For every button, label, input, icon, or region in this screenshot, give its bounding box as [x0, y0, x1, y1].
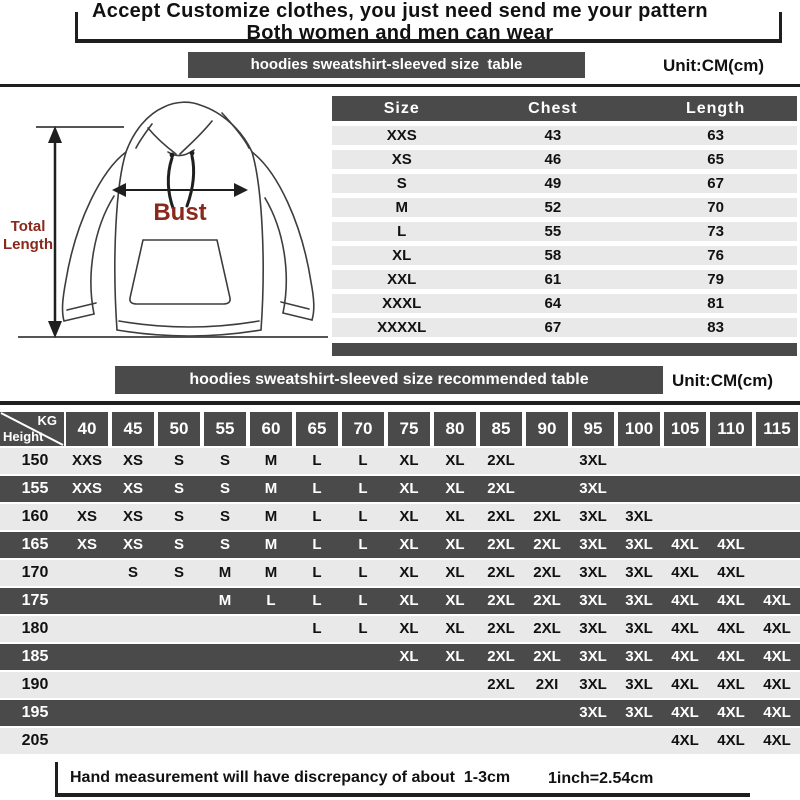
size-table-cell: 67	[544, 319, 562, 336]
size-table-cell: 43	[544, 127, 562, 144]
recommended-size-cell: 2XL	[533, 592, 561, 609]
size-table-cell: 83	[707, 319, 724, 336]
weight-header-cell: 55	[204, 412, 246, 446]
size-table-row	[332, 198, 797, 217]
recommended-size-cell: M	[218, 564, 232, 581]
recommended-size-cell: 3XL	[579, 648, 607, 665]
size-table-cell: 65	[707, 151, 724, 168]
recommended-size-cell: 3XL	[579, 452, 607, 469]
bust-arrow-icon	[112, 183, 248, 197]
recommended-size-cell: S	[219, 508, 230, 525]
recommended-size-cell: S	[173, 508, 184, 525]
page-title-line1: Accept Customize clothes, you just need send me your pattern	[92, 0, 708, 22]
recommended-size-cell: 4XL	[671, 620, 699, 637]
recommended-size-cell	[156, 700, 202, 726]
recommended-size-cell: XS	[76, 508, 97, 525]
footer-border-horizontal	[55, 793, 750, 797]
recommended-size-cell	[110, 728, 156, 754]
recommended-size-cell	[478, 728, 524, 754]
recommended-size-cell: 3XL	[579, 592, 607, 609]
recommended-size-cell: M	[264, 480, 278, 497]
size-table-col-size: Size	[383, 100, 420, 117]
size-table-cell: 61	[544, 271, 562, 288]
recommended-size-cell	[616, 448, 662, 474]
unit-label-2: Unit:CM(cm)	[672, 371, 774, 390]
recommended-size-cell: L	[312, 536, 322, 553]
recommended-size-cell: S	[173, 480, 184, 497]
recommended-size-cell: S	[219, 452, 230, 469]
recommended-size-cell: S	[173, 452, 184, 469]
recommended-size-cell: XL	[445, 648, 465, 665]
height-cell: 165	[21, 536, 49, 553]
recommended-size-cell	[432, 700, 478, 726]
size-table-cell: 46	[544, 151, 562, 168]
recommended-size-cell	[202, 728, 248, 754]
recommended-size-cell: S	[219, 536, 230, 553]
recommended-size-cell: XS	[122, 536, 143, 553]
recommended-size-cell	[524, 476, 570, 502]
recommended-size-cell: 4XL	[717, 620, 745, 637]
recommended-size-cell: 4XL	[763, 732, 791, 749]
size-table-cell: L	[397, 223, 407, 240]
height-cell: 185	[21, 648, 49, 665]
size-table-cell: 63	[707, 127, 724, 144]
recommended-size-cell: 3XL	[625, 648, 653, 665]
recommended-size-cell: 3XL	[625, 592, 653, 609]
height-cell: 175	[21, 592, 49, 609]
recommended-size-cell: 4XL	[717, 536, 745, 553]
size-table-footer-bar	[332, 343, 797, 356]
weight-header-cell: 40	[66, 412, 108, 446]
recommended-size-cell	[248, 644, 294, 670]
recommended-size-cell: 4XL	[763, 592, 791, 609]
size-table-row	[332, 150, 797, 169]
size-table-cell: M	[395, 199, 408, 216]
recommended-size-cell	[386, 672, 432, 698]
recommended-size-cell: XL	[399, 592, 419, 609]
recommended-size-cell: 3XL	[579, 564, 607, 581]
recommended-size-cell: XL	[445, 452, 465, 469]
recommended-size-cell: M	[264, 508, 278, 525]
recommended-size-cell: XL	[399, 564, 419, 581]
size-table-banner: hoodies sweatshirt-sleeved size table	[188, 52, 585, 78]
recommended-size-cell: 4XL	[717, 676, 745, 693]
matrix-row	[0, 448, 800, 474]
kg-label: KG	[37, 413, 57, 428]
size-table-row	[332, 126, 797, 145]
recommended-size-cell	[754, 532, 800, 558]
recommended-size-cell: L	[358, 620, 368, 637]
recommended-size-cell	[294, 672, 340, 698]
recommended-size-cell	[294, 728, 340, 754]
recommended-size-cell: 4XL	[717, 592, 745, 609]
recommended-size-cell: L	[312, 564, 322, 581]
recommended-size-cell: XL	[399, 508, 419, 525]
recommended-size-cell	[156, 672, 202, 698]
size-table-cell: 49	[544, 175, 562, 192]
matrix-header-row	[0, 412, 800, 446]
unit-label-1: Unit:CM(cm)	[663, 56, 765, 75]
recommended-size-cell	[340, 644, 386, 670]
recommended-size-cell: M	[264, 564, 278, 581]
recommended-size-cell: 2XL	[487, 452, 515, 469]
weight-header-cell: 100	[618, 412, 660, 446]
recommended-size-cell: 3XL	[579, 704, 607, 721]
recommended-size-cell: 4XL	[717, 704, 745, 721]
recommended-size-cell: XL	[399, 536, 419, 553]
recommended-size-cell: L	[312, 452, 322, 469]
recommended-size-cell	[708, 504, 754, 530]
height-label: Height	[3, 429, 44, 444]
recommended-size-cell: 4XL	[763, 620, 791, 637]
recommended-size-cell	[478, 700, 524, 726]
size-table-row	[332, 318, 797, 337]
height-cell: 155	[21, 480, 49, 497]
recommended-size-cell: 3XL	[625, 620, 653, 637]
total-length-arrow-icon	[48, 126, 62, 338]
size-table-cell: 64	[544, 295, 562, 312]
recommended-size-cell: 2XL	[487, 620, 515, 637]
recommended-size-cell	[202, 672, 248, 698]
recommended-size-cell	[432, 728, 478, 754]
recommended-size-cell	[662, 504, 708, 530]
eyelet-left	[170, 153, 175, 158]
recommended-size-cell	[156, 616, 202, 642]
recommended-size-cell	[248, 700, 294, 726]
recommended-size-cell: M	[264, 452, 278, 469]
total-length-label-line2: Length	[3, 236, 53, 253]
eyelet-right	[190, 151, 195, 156]
recommended-size-cell	[432, 672, 478, 698]
recommended-size-cell: XS	[122, 508, 143, 525]
weight-header-cell: 75	[388, 412, 430, 446]
size-table-cell: 76	[707, 247, 724, 264]
inch-conversion-label: 1inch=2.54cm	[548, 770, 654, 787]
size-table-cell: XXXXL	[377, 319, 427, 336]
total-length-label-line1: Total	[10, 218, 46, 235]
height-cell: 205	[21, 732, 49, 749]
recommended-size-cell: 4XL	[717, 564, 745, 581]
height-cell: 160	[21, 508, 49, 525]
size-table-row	[332, 294, 797, 313]
recommended-size-cell	[294, 644, 340, 670]
recommended-size-cell: 2XL	[533, 564, 561, 581]
recommended-size-cell: L	[312, 620, 322, 637]
recommended-size-cell	[64, 672, 110, 698]
size-table-row	[332, 270, 797, 289]
divider-line-2	[0, 401, 800, 405]
recommended-size-cell	[110, 644, 156, 670]
footer-border-vertical	[55, 762, 58, 797]
height-cell: 150	[21, 452, 49, 469]
weight-header-cell: 85	[480, 412, 522, 446]
recommended-size-cell: 4XL	[671, 536, 699, 553]
recommended-size-cell: L	[358, 592, 368, 609]
recommended-size-cell: M	[264, 536, 278, 553]
recommended-size-cell: XL	[445, 480, 465, 497]
recommended-size-matrix	[0, 412, 800, 754]
recommended-size-cell	[248, 616, 294, 642]
weight-header-cell: 65	[296, 412, 338, 446]
recommended-size-cell	[754, 560, 800, 586]
size-table-col-length: Length	[685, 100, 746, 117]
recommended-size-cell	[110, 616, 156, 642]
recommended-size-cell: 3XL	[579, 536, 607, 553]
matrix-row	[0, 672, 800, 698]
weight-header-cell: 70	[342, 412, 384, 446]
recommended-size-cell	[708, 448, 754, 474]
recommended-size-cell: S	[173, 564, 184, 581]
size-table-cell: 70	[707, 199, 724, 216]
recommended-size-cell: 3XL	[579, 480, 607, 497]
matrix-row	[0, 644, 800, 670]
recommended-size-cell	[570, 728, 616, 754]
weight-header-cell: 105	[664, 412, 706, 446]
recommended-size-cell: 3XL	[625, 704, 653, 721]
recommended-size-cell	[110, 700, 156, 726]
recommended-size-cell: L	[312, 592, 322, 609]
recommended-size-cell	[248, 728, 294, 754]
recommended-size-cell: XS	[122, 452, 143, 469]
recommended-size-cell: 2XL	[487, 648, 515, 665]
recommended-size-cell: L	[266, 592, 276, 609]
recommended-size-cell: 4XL	[671, 704, 699, 721]
recommended-size-cell	[156, 644, 202, 670]
weight-header-cell: 90	[526, 412, 568, 446]
size-table-cell: 79	[707, 271, 724, 288]
height-cell: 170	[21, 564, 49, 581]
footer-note: Hand measurement will have discrepancy of about 1-3cm	[70, 769, 511, 786]
recommended-size-cell: XL	[445, 620, 465, 637]
recommended-size-cell	[754, 504, 800, 530]
recommended-size-cell	[340, 672, 386, 698]
hoodie-measurement-diagram	[0, 88, 332, 360]
recommended-size-cell: 2XL	[487, 480, 515, 497]
size-table-row	[332, 222, 797, 241]
size-table	[332, 96, 797, 356]
recommended-size-cell	[616, 476, 662, 502]
recommended-size-cell	[662, 476, 708, 502]
recommended-size-cell: 3XL	[625, 536, 653, 553]
recommended-size-cell	[340, 728, 386, 754]
size-table-cell: S	[396, 175, 407, 192]
recommended-size-cell	[64, 616, 110, 642]
recommended-size-cell: 2XL	[487, 592, 515, 609]
weight-header-cell: 60	[250, 412, 292, 446]
recommended-size-cell: XXS	[71, 480, 102, 497]
matrix-corner-cell	[0, 412, 64, 446]
recommended-size-cell	[386, 728, 432, 754]
weight-header-cell: 95	[572, 412, 614, 446]
recommended-size-cell: XS	[76, 536, 97, 553]
recommended-size-cell	[202, 700, 248, 726]
size-table-cell: 73	[707, 223, 724, 240]
weight-header-cell: 80	[434, 412, 476, 446]
recommended-size-cell	[616, 728, 662, 754]
size-table-cell: XL	[392, 247, 412, 264]
recommended-size-cell: 4XL	[763, 704, 791, 721]
recommended-size-cell: 2XL	[487, 676, 515, 693]
recommended-size-cell: 2XL	[533, 508, 561, 525]
recommended-size-cell	[202, 644, 248, 670]
recommended-size-cell: XXS	[71, 452, 102, 469]
size-table-cell: 58	[544, 247, 562, 264]
recommended-size-cell: XL	[445, 592, 465, 609]
recommended-size-cell: 2XI	[535, 676, 559, 693]
recommended-size-cell: L	[358, 564, 368, 581]
size-table-cell: 81	[707, 295, 724, 312]
size-table-col-chest: Chest	[528, 100, 578, 117]
recommended-size-cell: L	[358, 480, 368, 497]
recommended-size-cell	[64, 644, 110, 670]
recommended-size-cell: 4XL	[671, 676, 699, 693]
size-table-cell: XXXL	[382, 295, 422, 312]
recommended-size-cell	[156, 728, 202, 754]
recommended-size-cell: 4XL	[763, 648, 791, 665]
weight-header-cell: 45	[112, 412, 154, 446]
recommended-size-cell	[156, 588, 202, 614]
recommended-size-cell	[110, 588, 156, 614]
height-cell: 180	[21, 620, 49, 637]
recommended-size-cell: 3XL	[579, 620, 607, 637]
recommended-size-cell: 2XL	[533, 620, 561, 637]
recommended-size-cell	[754, 448, 800, 474]
recommended-table-banner: hoodies sweatshirt-sleeved size recommended table	[115, 366, 663, 394]
recommended-size-cell	[202, 616, 248, 642]
recommended-size-cell: 2XL	[533, 536, 561, 553]
recommended-size-cell: 4XL	[671, 592, 699, 609]
recommended-size-cell: 4XL	[671, 648, 699, 665]
matrix-row	[0, 560, 800, 586]
recommended-size-cell: XL	[399, 648, 419, 665]
height-cell: 190	[21, 676, 49, 693]
recommended-size-cell: 4XL	[671, 732, 699, 749]
recommended-size-cell	[524, 700, 570, 726]
size-table-cell: XXL	[387, 271, 417, 288]
recommended-size-cell	[64, 700, 110, 726]
recommended-size-cell: 2XL	[487, 564, 515, 581]
height-cell: 195	[21, 704, 49, 721]
recommended-size-cell	[64, 588, 110, 614]
recommended-size-cell: L	[358, 508, 368, 525]
recommended-size-cell: XL	[445, 564, 465, 581]
bust-label: Bust	[153, 199, 207, 226]
recommended-size-cell	[110, 672, 156, 698]
recommended-size-cell	[524, 448, 570, 474]
recommended-size-cell	[64, 728, 110, 754]
size-table-row	[332, 174, 797, 193]
recommended-size-cell: XL	[445, 536, 465, 553]
recommended-size-cell: XL	[399, 480, 419, 497]
recommended-size-cell: 4XL	[671, 564, 699, 581]
recommended-size-cell: 4XL	[763, 676, 791, 693]
recommended-size-cell: XS	[122, 480, 143, 497]
recommended-size-cell: 3XL	[625, 676, 653, 693]
matrix-row	[0, 532, 800, 558]
recommended-size-cell: 3XL	[579, 508, 607, 525]
recommended-size-cell	[386, 700, 432, 726]
size-table-cell: 67	[707, 175, 724, 192]
recommended-size-cell: L	[312, 508, 322, 525]
weight-header-cell: 110	[710, 412, 752, 446]
recommended-size-cell: 4XL	[717, 648, 745, 665]
matrix-row	[0, 588, 800, 614]
matrix-row	[0, 728, 800, 754]
recommended-size-cell: S	[219, 480, 230, 497]
recommended-size-cell: S	[127, 564, 138, 581]
recommended-size-cell	[708, 476, 754, 502]
matrix-row	[0, 476, 800, 502]
recommended-size-cell	[754, 476, 800, 502]
recommended-size-cell: M	[218, 592, 232, 609]
size-table-row	[332, 246, 797, 265]
matrix-row	[0, 700, 800, 726]
matrix-row	[0, 616, 800, 642]
recommended-size-cell: XL	[445, 508, 465, 525]
recommended-size-cell: 2XL	[533, 648, 561, 665]
recommended-size-cell	[524, 728, 570, 754]
matrix-row	[0, 504, 800, 530]
recommended-size-cell: L	[358, 452, 368, 469]
recommended-size-cell: 2XL	[487, 536, 515, 553]
recommended-size-cell: XL	[399, 452, 419, 469]
recommended-size-cell: L	[358, 536, 368, 553]
recommended-size-cell: 3XL	[625, 564, 653, 581]
size-table-cell: XXS	[386, 127, 417, 144]
recommended-size-cell: S	[173, 536, 184, 553]
recommended-size-cell: L	[312, 480, 322, 497]
page-title-line2: Both women and men can wear	[246, 22, 554, 44]
recommended-size-cell	[662, 448, 708, 474]
recommended-size-cell: 3XL	[579, 676, 607, 693]
weight-header-cell: 115	[756, 412, 798, 446]
recommended-size-cell	[340, 700, 386, 726]
recommended-size-cell: 2XL	[487, 508, 515, 525]
recommended-size-cell: XL	[399, 620, 419, 637]
divider-line-1	[0, 84, 800, 87]
recommended-size-cell	[64, 560, 110, 586]
recommended-size-cell: 4XL	[717, 732, 745, 749]
weight-header-cell: 50	[158, 412, 200, 446]
recommended-size-cell	[248, 672, 294, 698]
size-table-cell: XS	[391, 151, 412, 168]
recommended-size-cell: 3XL	[625, 508, 653, 525]
size-table-cell: 55	[544, 223, 562, 240]
size-table-header	[332, 96, 797, 121]
recommended-size-cell	[294, 700, 340, 726]
size-table-cell: 52	[544, 199, 562, 216]
